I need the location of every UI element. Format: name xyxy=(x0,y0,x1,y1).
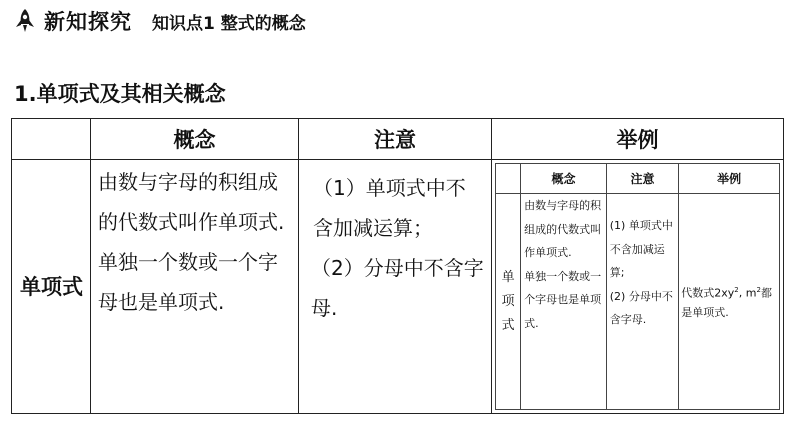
note-item-1: （1）单项式中不含加减运算； xyxy=(313,176,466,240)
note-item-2: （2）分母中不含字母. xyxy=(311,256,484,320)
concept-paragraph-1: 由数与字母的积组成的代数式叫作单项式. xyxy=(98,170,285,234)
header-concept: 概念 xyxy=(91,119,299,160)
mini-example-cell xyxy=(679,194,780,410)
mini-example-exponent-1: 2 xyxy=(734,285,739,294)
example-mini-table xyxy=(495,163,780,410)
mini-example-text-2: , m xyxy=(738,286,757,300)
term-cell: 单项式 xyxy=(12,160,91,414)
topic-label: 知识点1 整式的概念 xyxy=(152,13,306,34)
mini-note-item-1: (1) 单项式中不含加减运算; xyxy=(609,219,673,279)
mini-example-text-1: 代数式2xy xyxy=(681,286,735,300)
table-header-row xyxy=(12,119,784,160)
mini-note-cell xyxy=(606,194,679,410)
concept-paragraph-2: 单独一个数或一个字母也是单项式. xyxy=(98,250,278,314)
rocket-icon xyxy=(14,8,36,34)
mini-header-note: 注意 xyxy=(606,164,679,194)
section-header xyxy=(14,6,306,36)
mini-header-row xyxy=(496,164,780,194)
mini-concept-paragraph-1: 由数与字母的积组成的代数式叫作单项式. xyxy=(524,199,602,259)
header-example: 举例 xyxy=(492,119,784,160)
mini-header-empty xyxy=(496,164,521,194)
mini-example-exponent-2: 2 xyxy=(756,285,761,294)
mini-header-example: 举例 xyxy=(679,164,780,194)
concept-table xyxy=(11,118,784,414)
page-title: 1.单项式及其相关概念 xyxy=(14,82,226,106)
concept-cell xyxy=(91,160,299,414)
header-note: 注意 xyxy=(299,119,492,160)
header-empty xyxy=(12,119,91,160)
mini-concept-paragraph-2: 单独一个数或一个字母也是单项式. xyxy=(524,269,602,330)
mini-concept-cell xyxy=(521,194,607,410)
note-cell xyxy=(299,160,492,414)
table-row xyxy=(12,160,784,414)
mini-note-item-2: (2) 分母中不含字母. xyxy=(609,289,673,326)
section-name: 新知探究 xyxy=(44,10,132,34)
mini-header-concept: 概念 xyxy=(521,164,607,194)
mini-table-row xyxy=(496,194,780,410)
mini-example-text-3: 都是单项式. xyxy=(681,286,772,320)
mini-term-cell: 单项式 xyxy=(496,194,521,410)
example-cell xyxy=(492,160,784,414)
